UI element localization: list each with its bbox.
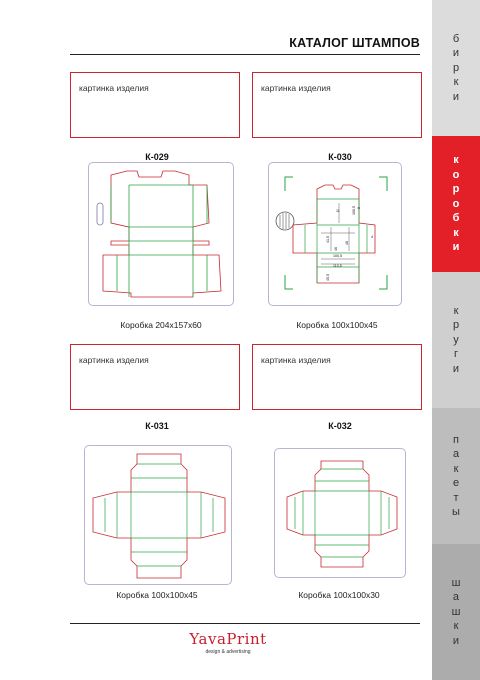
tab-letter: и <box>452 362 460 375</box>
tab-letter: г <box>453 348 458 361</box>
tab-letter: б <box>452 32 460 45</box>
product-image-placeholder-k029 <box>70 72 240 138</box>
category-tabs <box>432 0 480 680</box>
tab-letter: а <box>452 448 460 460</box>
tab-letter: б <box>452 212 460 225</box>
tab-pakety[interactable] <box>432 408 480 544</box>
tab-letter: и <box>452 47 460 60</box>
caption-k029: Коробка 204x157x60 <box>120 320 202 330</box>
tab-letter: к <box>453 304 459 317</box>
header-rule <box>70 54 420 55</box>
tab-letter: у <box>453 333 459 346</box>
tab-krugi[interactable] <box>432 272 480 408</box>
tab-letter: е <box>452 477 460 489</box>
tab-letter: о <box>452 197 460 210</box>
tab-letter: а <box>452 591 460 604</box>
tab-shashki[interactable] <box>432 544 480 680</box>
caption-k030: Коробка 100x100x45 <box>296 320 378 330</box>
item-code-k032: К-032 <box>328 421 352 431</box>
dimension-label: 45,5 <box>326 274 330 281</box>
tab-letter: и <box>452 241 460 254</box>
brand-logo <box>168 630 288 655</box>
placeholder-text: картинка изделия <box>261 355 331 365</box>
placeholder-text: картинка изделия <box>79 355 149 365</box>
die-drawing-k029 <box>88 162 234 306</box>
placeholder-text: картинка изделия <box>79 83 149 93</box>
tab-letter: и <box>452 90 460 103</box>
die-drawing-k030 <box>268 162 402 306</box>
tab-letter: о <box>452 168 460 181</box>
logo-wordmark: YavaPrint <box>189 630 267 648</box>
tab-letter: т <box>453 491 459 504</box>
die-drawing-k032 <box>274 448 406 578</box>
product-image-placeholder-k030 <box>252 72 422 138</box>
page-title: КАТАЛОГ ШТАМПОВ <box>289 36 420 50</box>
dimension-label: 41,5 <box>326 236 330 243</box>
tab-letter: п <box>453 433 459 446</box>
item-code-k030: К-030 <box>328 152 352 162</box>
tab-label <box>453 304 459 377</box>
tab-letter: ы <box>452 506 460 518</box>
tab-label <box>452 576 461 649</box>
tab-korobki[interactable] <box>432 136 480 272</box>
product-image-placeholder-k031 <box>70 344 240 410</box>
logo-tagline: design & advertising <box>205 649 251 655</box>
footer-rule <box>70 623 420 624</box>
tab-label <box>453 32 459 105</box>
tab-letter: и <box>452 634 460 647</box>
placeholder-text: картинка изделия <box>261 83 331 93</box>
dimension-label: 110,5 <box>333 264 342 268</box>
die-drawing-k031 <box>84 445 232 585</box>
tab-letter: р <box>452 319 460 332</box>
caption-k032: Коробка 100x100x30 <box>298 590 380 600</box>
die-line-k029 <box>89 163 235 307</box>
tab-label <box>453 153 460 255</box>
die-line-k032 <box>275 449 407 579</box>
tab-letter: к <box>453 154 459 167</box>
die-line-k031 <box>85 446 233 586</box>
tab-letter: к <box>453 226 459 239</box>
dimension-label: 11 <box>336 209 340 213</box>
tab-letter: р <box>452 61 460 74</box>
tab-letter: к <box>453 462 459 475</box>
caption-k031: Коробка 100x100x45 <box>116 590 198 600</box>
dimension-label: 6 <box>357 207 361 209</box>
dimension-label: 46 <box>334 247 338 251</box>
tab-letter: р <box>452 183 460 196</box>
item-code-k031: К-031 <box>145 421 169 431</box>
tab-birki[interactable] <box>432 0 480 136</box>
dimension-label: 100,5 <box>333 254 342 258</box>
tab-label <box>452 433 460 520</box>
dimension-label: 4 <box>371 235 373 239</box>
dimension-label: 46 <box>345 241 349 245</box>
product-image-placeholder-k032 <box>252 344 422 410</box>
tab-letter: к <box>453 620 459 633</box>
tab-letter: ш <box>451 605 461 618</box>
tab-letter: ш <box>451 576 461 589</box>
die-line-k030 <box>269 163 403 307</box>
tab-letter: к <box>453 76 459 89</box>
dimension-label: 100,5 <box>352 206 356 215</box>
item-code-k029: К-029 <box>145 152 169 162</box>
